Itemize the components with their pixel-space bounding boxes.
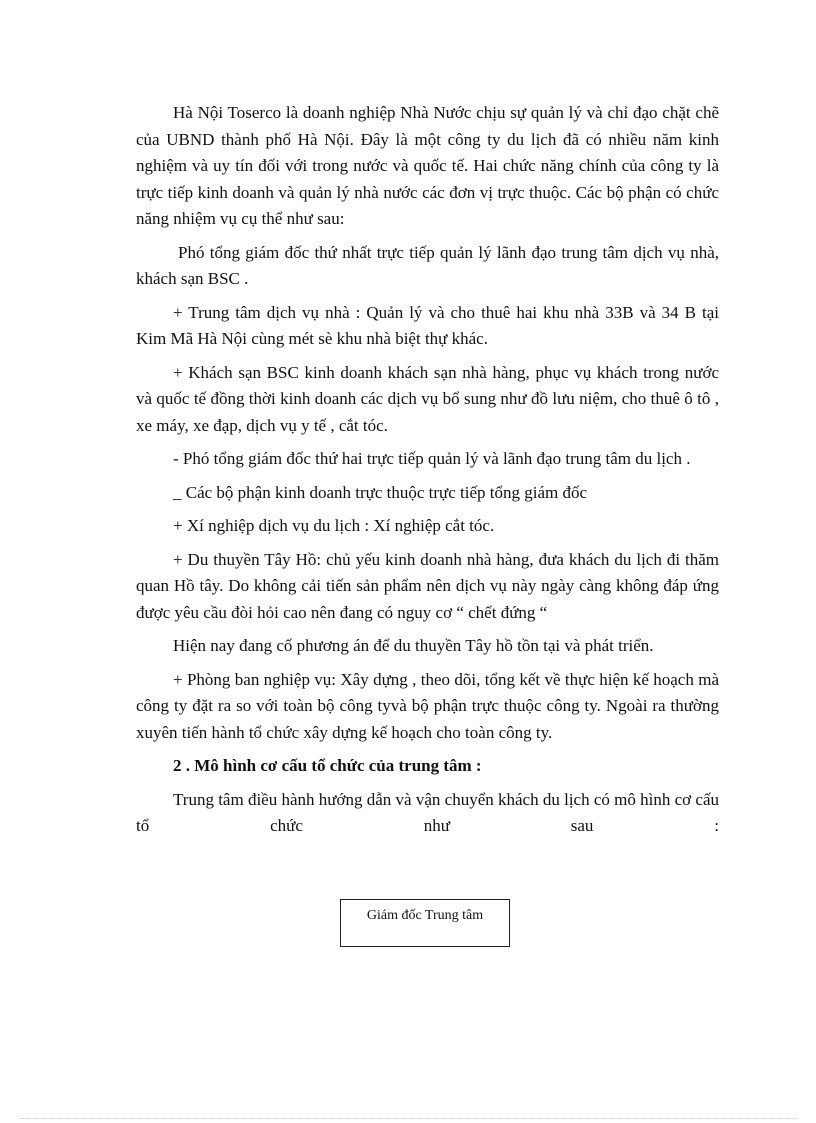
page-bottom-dotted-rule	[20, 1118, 796, 1119]
paragraph-operations-dept: + Phòng ban nghiệp vụ: Xây dựng , theo dõi, tổng kết về thực hiện kế hoạch mà công ty đặt ra so với toàn bộ công tyvà bộ phận trực thuộc công ty. Ngoài ra thường xuyên tiến hành tổ chức xây dựng kế hoạch cho toàn công ty.	[136, 669, 719, 742]
section-heading: 2 . Mô hình cơ cấu tổ chức của trung tâm :	[173, 756, 482, 775]
paragraph-housing-center: + Trung tâm dịch vụ nhà : Quản lý và cho thuê hai khu nhà 33B và 34 B tại Kim Mã Hà Nội cùng mét sè khu nhà biệt thự khác.	[136, 302, 719, 348]
paragraph-bsc-hotel: + Khách sạn BSC kinh doanh khách sạn nhà hàng, phục vụ khách trong nước và quốc tế đồng thời kinh doanh các dịch vụ bổ sung như đồ lưu niệm, cho thuê ô tô , xe máy, xe đạp, dịch vụ y tế , cắt tóc.	[136, 362, 719, 435]
paragraph-first-deputy: Phó tổng giám đốc thứ nhất trực tiếp quản lý lãnh đạo trung tâm dịch vụ nhà, khách sạn BSC .	[136, 242, 719, 288]
org-chart-director-box	[340, 899, 510, 947]
paragraph-business-units: _ Các bộ phận kinh doanh trực thuộc trực tiếp tổng giám đốc	[173, 482, 588, 502]
paragraph-west-lake-cruise: + Du thuyền Tây Hồ: chủ yếu kinh doanh nhà hàng, đưa khách du lịch đi thăm quan Hồ tây. Do không cải tiến sản phẩm nên dịch vụ này ngày càng không đáp ứng được yêu cầu đòi hỏi cao nên đang có nguy cơ “ chết đứng “	[136, 549, 719, 622]
document-body	[136, 100, 719, 840]
paragraph-current-plan: Hiện nay đang cố phương án để du thuyền Tây hồ tồn tại và phát triển.	[173, 636, 654, 655]
paragraph-second-deputy: - Phó tổng giám đốc thứ hai trực tiếp quản lý và lãnh đạo trung tâm du lịch .	[173, 449, 691, 468]
paragraph-travel-enterprise: + Xí nghiệp dịch vụ du lịch : Xí nghiệp cắt tóc.	[173, 516, 495, 535]
org-chart-director-label: Giám đốc Trung tâm	[366, 908, 484, 923]
paragraph-intro: Hà Nội Toserco là doanh nghiệp Nhà Nước chịu sự quản lý và chỉ đạo chặt chẽ của UBND thành phố Hà Nội. Đây là một công ty du lịch đã có nhiều năm kinh nghiệm và uy tín đối với trong nước và quốc tế. Hai chức năng chính của công ty là trực tiếp kinh doanh và quản lý nhà nước các đơn vị trực thuộc. Các bộ phận có chức năng nhiệm vụ cụ thể như sau:	[136, 103, 719, 228]
paragraph-model-intro: Trung tâm điều hành hướng dẫn và vận chuyển khách du lịch có mô hình cơ cấu tổ chức như sau :	[136, 789, 719, 835]
